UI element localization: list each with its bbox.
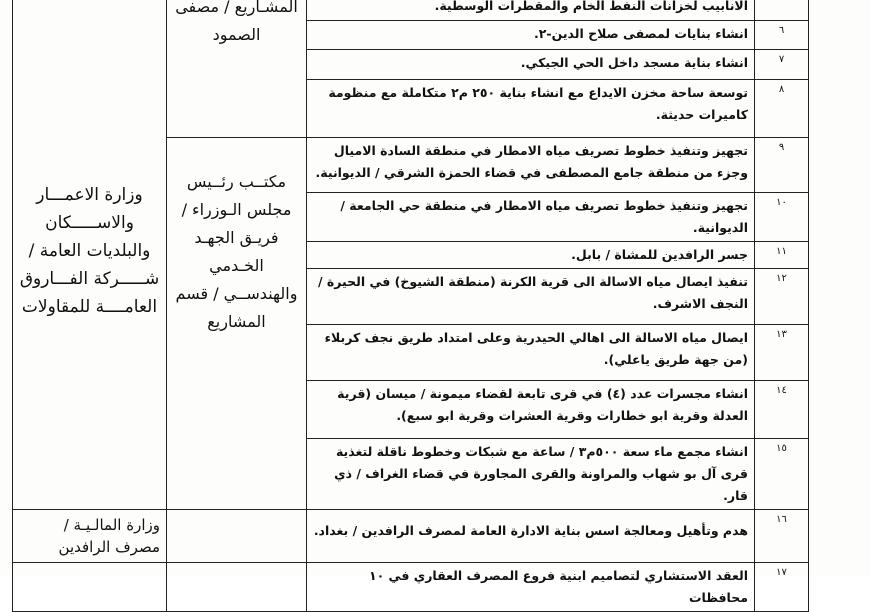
project-description: العقد الاستشاري لتصاميم ابنية فروع المصرف العقاري في ١٠ محافظات [307,563,755,612]
row-number: ١١ [755,242,809,269]
project-description: تجهيز وتنفيذ خطوط تصريف مياه الامطار في منطقة حي الجامعة / الديوانية. [307,193,755,242]
project-description: ايصال مياه الاسالة الى اهالي الحيدرية وعلى امتداد طريق نجف كربلاء (من جهة طريق ياعلي). [307,325,755,381]
row-number: ١٤ [755,381,809,439]
project-description: انشاء بناية مسجد داخل الحي الجيكي. [307,50,755,80]
project-description: انشاء مجمع ماء سعة ٥٠٠م٣ / ساعة مع شبكات وخطوط ناقلة لتغذية قرى آل بو شهاب والمراونة والقرى المجاورة في قضاء الغراف / ذي قار. [307,439,755,510]
row-number: ١٥ [755,439,809,510]
project-description: انشاء بنايات لمصفى صلاح الدين-٢. [307,21,755,50]
row-number [755,0,809,21]
row-number: ١٢ [755,269,809,325]
table-row [13,563,809,612]
project-description: تنفيذ ايصال مياه الاسالة الى قرية الكرنة (منطقة الشيوخ) في الحيرة / النجف الاشرف. [307,269,755,325]
row-number: ١٧ [755,563,809,612]
row-number: ٩ [755,138,809,193]
row-number: ٦ [755,21,809,50]
project-description: هدم وتأهيل ومعالجة اسس بناية الادارة العامة لمصرف الرافدين / بغداد. [307,510,755,563]
project-description: الانابيب لخزانات النفط الخام والمقطرات الوسطية. [307,0,755,21]
project-description: جسر الرافدين للمشاة / بابل. [307,242,755,269]
row-number: ١٣ [755,325,809,381]
row-number: ١٠ [755,193,809,242]
row-number: ١٦ [755,510,809,563]
ministry-cell [13,563,167,612]
project-description: توسعة ساحة مخزن الايداع مع انشاء بناية ٢٥٠ م٢ متكاملة مع منظومة كاميرات حديثة. [307,80,755,138]
row-number: ٧ [755,50,809,80]
projects-table [12,0,809,612]
row-number: ٨ [755,80,809,138]
entity-cell [167,510,307,563]
project-description: انشاء مجسرات عدد (٤) في قرى تابعة لقضاء ميمونة / ميسان (قرية العدلة وقرية ابو خطارات وقرية العشرات وقرية ابو سبع). [307,381,755,439]
ministry-cell: وزارة الاعمـــار والاســـــكان والبلديات العامة / شـــــركة الفـــاروق العامــــة للمقاولات [13,0,167,510]
entity-cell: المشـاريع / مصفى الصمود [167,0,307,138]
table-row [13,0,809,21]
entity-cell: مكتــب رئــيس مجلس الـوزراء / فريـق الجهـد الخـدمي والهندســي / قسم المشاريع [167,138,307,510]
project-description: تجهيز وتنفيذ خطوط تصريف مياه الامطار في منطقة السادة الاميال وجزء من منطقة جامع المصطفى في قضاء الحمزة الشرقي / الديوانية. [307,138,755,193]
ministry-cell: وزارة المالـيـة / مصرف الرافدين [13,510,167,563]
table-row [13,510,809,563]
entity-cell [167,563,307,612]
